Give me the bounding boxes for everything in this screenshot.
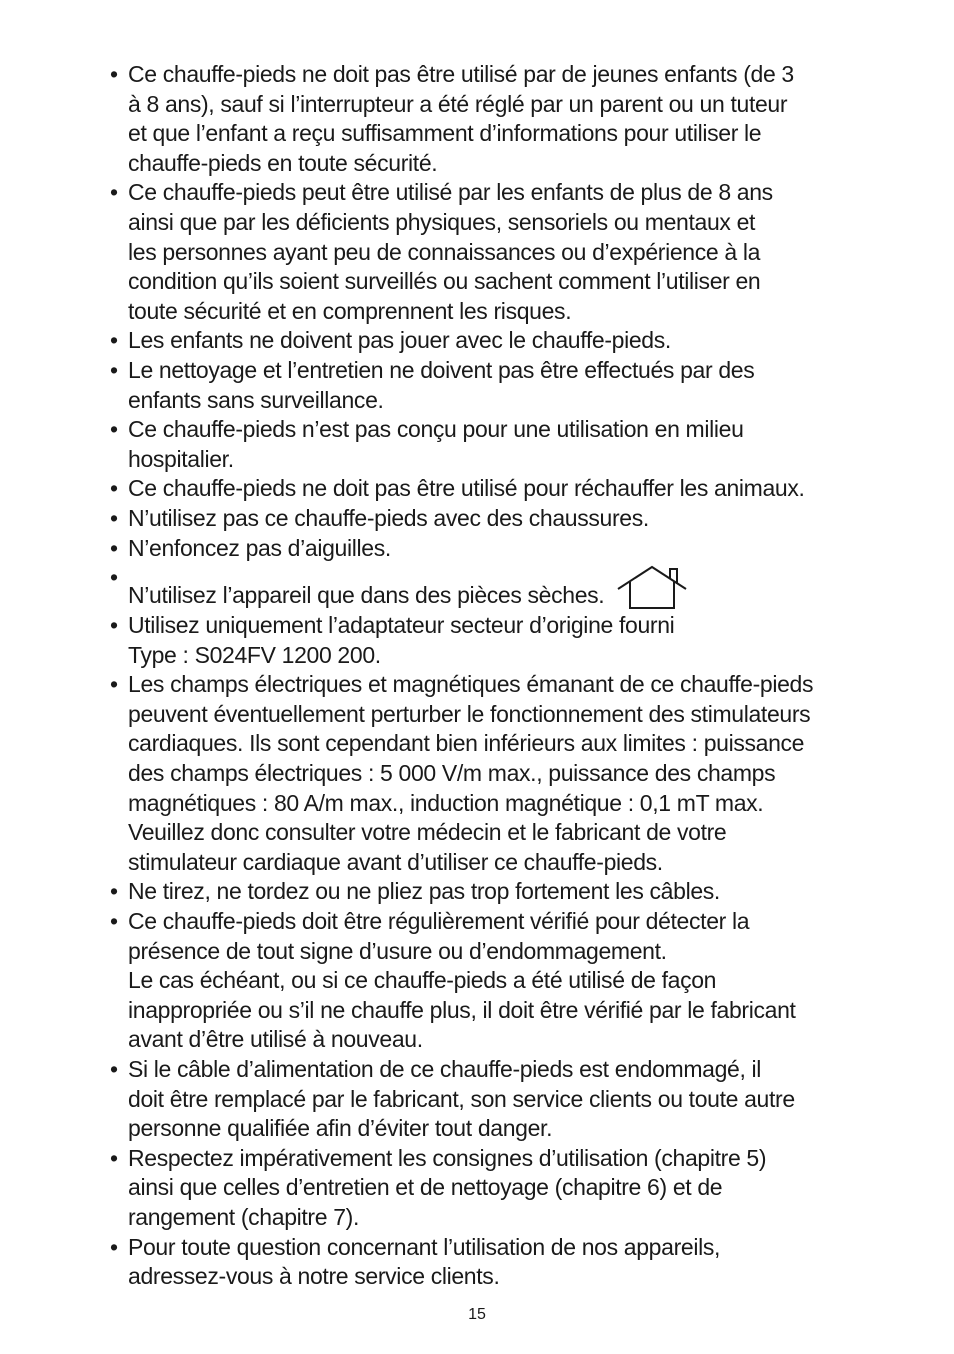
list-item-text: Ne tirez, ne tordez ou ne pliez pas trop fortement les câbles. <box>128 878 720 905</box>
list-item-text: Respectez impérativement les consignes d’utilisation (chapitre 5) ainsi que celles d’entretien et de nettoyage (chapitre 6) et de rangement (chapitre 7). <box>128 1144 767 1230</box>
bullet: • <box>110 612 118 639</box>
list-item <box>110 534 890 564</box>
list-item <box>110 1055 890 1144</box>
list-item <box>110 178 890 326</box>
house-indoor-icon <box>616 563 688 611</box>
list-item <box>110 474 890 504</box>
list-item-text: Ce chauffe-pieds ne doit pas être utilisé pour réchauffer les animaux. <box>128 475 805 502</box>
bullet: • <box>110 327 118 354</box>
list-item <box>110 1144 890 1233</box>
bullet: • <box>110 504 118 531</box>
list-item <box>110 326 890 356</box>
list-item-text: Ce chauffe-pieds peut être utilisé par les enfants de plus de 8 ans ainsi que par les déficients physiques, sensoriels ou mentaux et les personnes ayant peu de connaissances ou d’expérience à la condition qu’ils soient surveillés ou sachent comment l’utiliser en toute sécurité et en comprennent les risques. <box>128 179 773 324</box>
list-item <box>110 877 890 907</box>
list-item-text: Les champs électriques et magnétiques émanant de ce chauffe-pieds peuvent éventuellement perturber le fonctionnement des stimulateurs cardiaques. Ils sont cependant bien inférieurs aux limites : puissance des champs électriques : 5 000 V/m max., puissance des champs magnétiques : 80 A/m max., induction magnétique : 0,1 mT max. Veuillez donc consulter votre médecin et le fabricant de votre stimulateur cardiaque avant d’utiliser ce chauffe-pieds. <box>128 671 814 875</box>
list-item-text: N’enfoncez pas d’aiguilles. <box>128 534 391 561</box>
list-item <box>110 611 890 670</box>
list-item <box>110 60 890 178</box>
bullet: • <box>110 564 118 591</box>
list-item <box>110 356 890 415</box>
bullet: • <box>110 356 118 383</box>
bullet: • <box>110 671 118 698</box>
list-item-text: Ce chauffe-pieds ne doit pas être utilisé par de jeunes enfants (de 3 à 8 ans), sauf si l’interrupteur a été réglé par un parent ou un tuteur et que l’enfant a reçu suffisamment d’informations pour utiliser le chauffe-pieds en toute sécurité. <box>128 61 794 176</box>
bullet: • <box>110 1056 118 1082</box>
bullet: • <box>110 1233 118 1260</box>
list-item-text: Ce chauffe-pieds n’est pas conçu pour une utilisation en milieu hospitalier. <box>128 416 744 472</box>
list-item <box>110 1233 890 1292</box>
list-item <box>110 504 890 534</box>
list-item-text: Si le câble d’alimentation de ce chauffe-pieds est endommagé, il doit être remplacé par le fabricant, son service clients ou toute autre personne qualifiée afin d’éviter tout danger. <box>128 1056 795 1142</box>
bullet: • <box>110 179 118 206</box>
bullet: • <box>110 534 118 561</box>
list-item <box>110 907 890 1055</box>
list-item-text: Le nettoyage et l’entretien ne doivent pas être effectués par des enfants sans surveillance. <box>128 356 755 413</box>
page-number: 15 <box>468 1306 486 1323</box>
list-item-text: Pour toute question concernant l’utilisation de nos appareils, adressez-vous à notre service clients. <box>128 1233 721 1290</box>
list-item <box>110 670 890 877</box>
bullet: • <box>110 475 118 502</box>
bullet: • <box>110 1144 118 1171</box>
bullet: • <box>110 908 118 935</box>
list-item-text: Utilisez uniquement l’adaptateur secteur d’origine fourni Type : S024FV 1200 200. <box>128 612 675 668</box>
bullet: • <box>110 416 118 443</box>
list-item-text: Ce chauffe-pieds doit être régulièrement vérifié pour détecter la présence de tout signe d’usure ou d’endommagement. Le cas échéant, ou si ce chauffe-pieds a été utilisé de façon inappropriée ou s’il ne chauffe plus, il doit être vérifié par le fabricant avant d’être utilisé à nouveau. <box>128 908 796 1053</box>
list-item-text: N’utilisez pas ce chauffe-pieds avec des chaussures. <box>128 504 649 531</box>
safety-instructions-list <box>110 60 890 1292</box>
bullet: • <box>110 878 118 905</box>
bullet: • <box>110 61 118 87</box>
list-item-text: N’utilisez l’appareil que dans des pièces sèches. <box>128 582 605 609</box>
list-item-text: Les enfants ne doivent pas jouer avec le chauffe-pieds. <box>128 327 671 354</box>
list-item <box>110 563 890 611</box>
list-item <box>110 415 890 474</box>
